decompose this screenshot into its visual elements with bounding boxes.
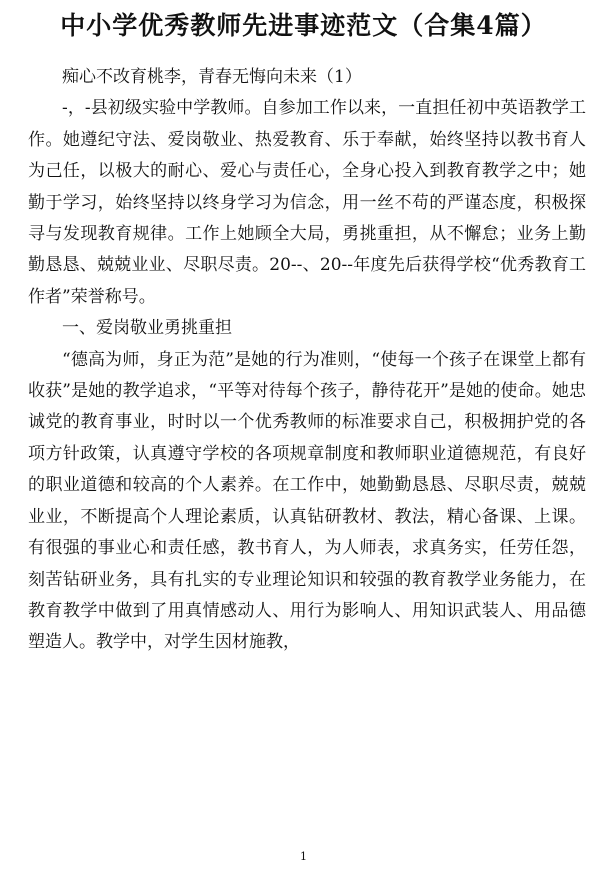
section-heading: 一、爱岗敬业勇挑重担 bbox=[62, 318, 232, 339]
section-subtitle: 痴心不改育桃李，青春无悔向未来（1） bbox=[62, 67, 362, 87]
document-body bbox=[28, 62, 586, 659]
page-number: 1 bbox=[300, 850, 307, 863]
document-title: 中小学优秀教师先进事迹范文（合集4篇） bbox=[60, 11, 547, 40]
body-paragraph: -，-县初级实验中学教师。自参加工作以来，一直担任初中英语教学工作。她遵纪守法、爱岗敬业、热爱教育、乐于奉献，始终坚持以教书育人为己任，以极大的耐心、爱心与责任心，全身心投入到教育教学之中；她勤于学习，始终坚持以终身学习为信念，用一丝不苟的严谨态度，积极探寻与发现教育规律。工作上她顾全大局，勇挑重担，从不懈怠；业务上勤勤恳恳、兢兢业业、尽职尽责。20--、20--年度先后获得学校“优秀教育工作者”荣誉称号。 bbox=[28, 98, 586, 307]
body-paragraph: “德高为师，身正为范”是她的行为准则，“使每一个孩子在课堂上都有收获”是她的教学追求，“平等对待每个孩子，静待花开”是她的使命。她忠诚党的教育事业，时时以一个优秀教师的标准要求自己，积极拥护党的各项方针政策，认真遵守学校的各项规章制度和教师职业道德规范，有良好的职业道德和较高的个人素养。在工作中，她勤勤恳恳、尽职尽责，兢兢业业，不断提高个人理论素质，认真钻研教材、教法，精心备课、上课。有很强的事业心和责任感，教书育人，为人师表，求真务实，任劳任怨，刻苦钻研业务，具有扎实的专业理论知识和较强的教育教学业务能力，在教育教学中做到了用真情感动人、用行为影响人、用知识武装人、用品德塑造人。教学中，对学生因材施教， bbox=[28, 349, 586, 653]
